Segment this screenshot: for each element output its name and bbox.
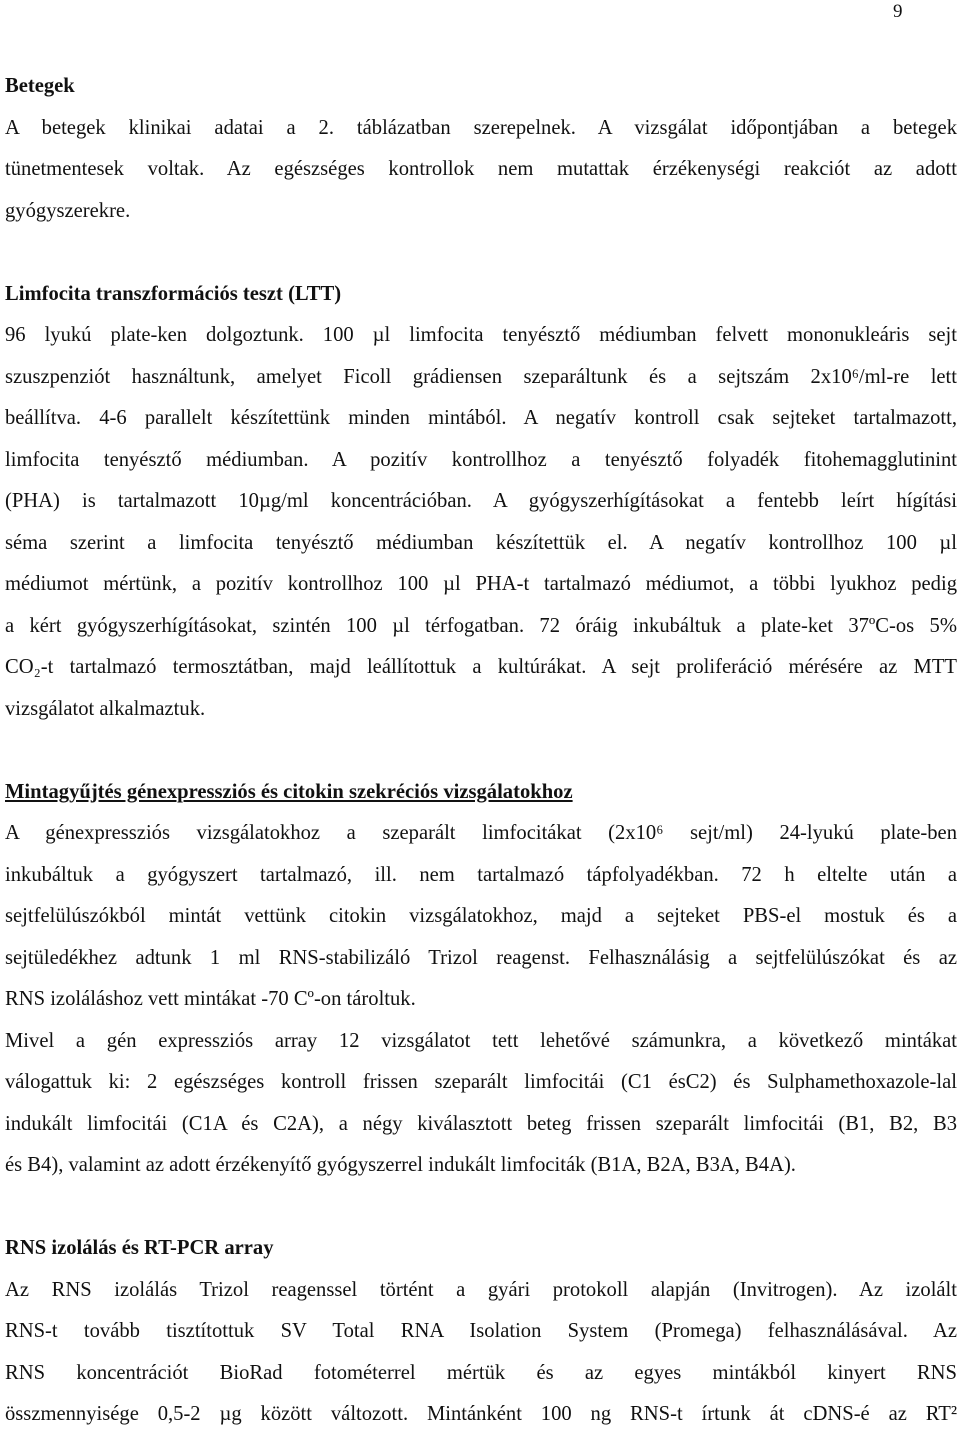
paragraph-line: a kért gyógyszerhígításokat, szintén 100 µl térfogatban. 72 óráig inkubáltuk a plate-ket 37ºC-os 5% (5, 614, 957, 637)
paragraph-line: 96 lyukú plate-ken dolgoztunk. 100 µl limfocita tenyésztő médiumban felvett mononukleáris sejt (5, 324, 957, 346)
paragraph-line: sejtüledékhez adtunk 1 ml RNS-stabilizáló Trizol reagenst. Felhasználásig a sejtfelülúszókat és az (5, 946, 957, 969)
document-body (5, 66, 957, 1436)
paragraph-line: limfocita tenyésztő médiumban. A pozitív kontrollhoz a tenyésztő folyadék fitohemagglutinint (5, 448, 957, 471)
spacer (5, 1187, 957, 1229)
paragraph-line: séma szerint a limfocita tenyésztő médiumban készítettük el. A negatív kontrollhoz 100 µl (5, 531, 957, 554)
paragraph-line: gyógyszerekre. (5, 199, 131, 222)
paragraph-line: vizsgálatot alkalmaztuk. (5, 697, 206, 720)
section-heading-rns-izolalas: RNS izolálás és RT-PCR array (5, 1237, 274, 1259)
paragraph-line: beállítva. 4-6 parallelt készítettünk minden mintából. A negatív kontroll csak sejteket tartalmazott, (5, 407, 957, 429)
section-heading-betegek: Betegek (5, 75, 75, 97)
paragraph-line: válogattuk ki: 2 egészséges kontroll frissen szeparált limfocitái (C1 ésC2) és Sulphamethoxazole-lal (5, 1071, 957, 1093)
paragraph-line: inkubáltuk a gyógyszert tartalmazó, ill. nem tartalmazó tápfolyadékban. 72 h eltelte után a (5, 863, 957, 886)
page-number: 9 (893, 1, 903, 22)
paragraph-line: RNS-t tovább tisztítottuk SV Total RNA Isolation System (Promega) felhasználásával. Az (5, 1320, 957, 1342)
paragraph-line: és B4), valamint az adott érzékenyítő gyógyszerrel indukált limfociták (B1A, B2A, B3A, B4A). (5, 1154, 796, 1176)
paragraph-line: szuszpenziót használtunk, amelyet Ficoll grádiensen szeparáltunk és a sejtszám 2x10⁶/ml-re lett (5, 365, 957, 388)
paragraph-line: CO₂-t tartalmazó termosztátban, majd leállítottuk a kultúrákat. A sejt proliferáció mérésére az MTT (5, 656, 957, 678)
section-heading-mintagyujtes: Mintagyűjtés génexpressziós és citokin szekréciós vizsgálatokhoz (5, 780, 573, 803)
section-heading-ltt: Limfocita transzformációs teszt (LTT) (5, 282, 342, 305)
paragraph-line: RNS izoláláshoz vett mintákat -70 Cº-on tároltuk. (5, 988, 416, 1010)
paragraph-line: Az RNS izolálás Trizol reagenssel történt a gyári protokoll alapján (Invitrogen). Az izolált (5, 1278, 957, 1301)
paragraph-line: Mivel a gén expressziós array 12 vizsgálatot tett lehetővé számunkra, a következő mintákat (5, 1029, 957, 1052)
paragraph-line: sejtfelülúszókból mintát vettünk citokin vizsgálatokhoz, majd a sejteket PBS-el mostuk és a (5, 905, 957, 927)
paragraph-line: A génexpressziós vizsgálatokhoz a szeparált limfocitákat (2x10⁶ sejt/ml) 24-lyukú plate-ben (5, 822, 957, 844)
spacer (5, 730, 957, 772)
paragraph-line: A betegek klinikai adatai a 2. táblázatban szerepelnek. A vizsgálat időpontjában a betegek (5, 116, 957, 139)
paragraph-line: (PHA) is tartalmazott 10µg/ml koncentrációban. A gyógyszerhígításokat a fentebb leírt hígítási (5, 490, 957, 512)
paragraph-line: médiumot mértünk, a pozitív kontrollhoz 100 µl PHA-t tartalmazó médiumot, a többi lyukhoz pedig (5, 573, 957, 595)
paragraph-line: RNS koncentrációt BioRad fotométerrel mértük és az egyes mintákból kinyert RNS (5, 1361, 957, 1384)
paragraph-line: indukált limfocitái (C1A és C2A), a négy kiválasztott beteg frissen szeparált limfocitái (B1, B2, B3 (5, 1112, 957, 1135)
spacer (5, 232, 957, 274)
paragraph-line: tünetmentesek voltak. Az egészséges kontrollok nem mutattak érzékenységi reakciót az adott (5, 158, 957, 180)
paragraph-line: összmennyisége 0,5-2 µg között változott. Mintánként 100 ng RNS-t írtunk át cDNS-é az RT² (5, 1403, 957, 1425)
